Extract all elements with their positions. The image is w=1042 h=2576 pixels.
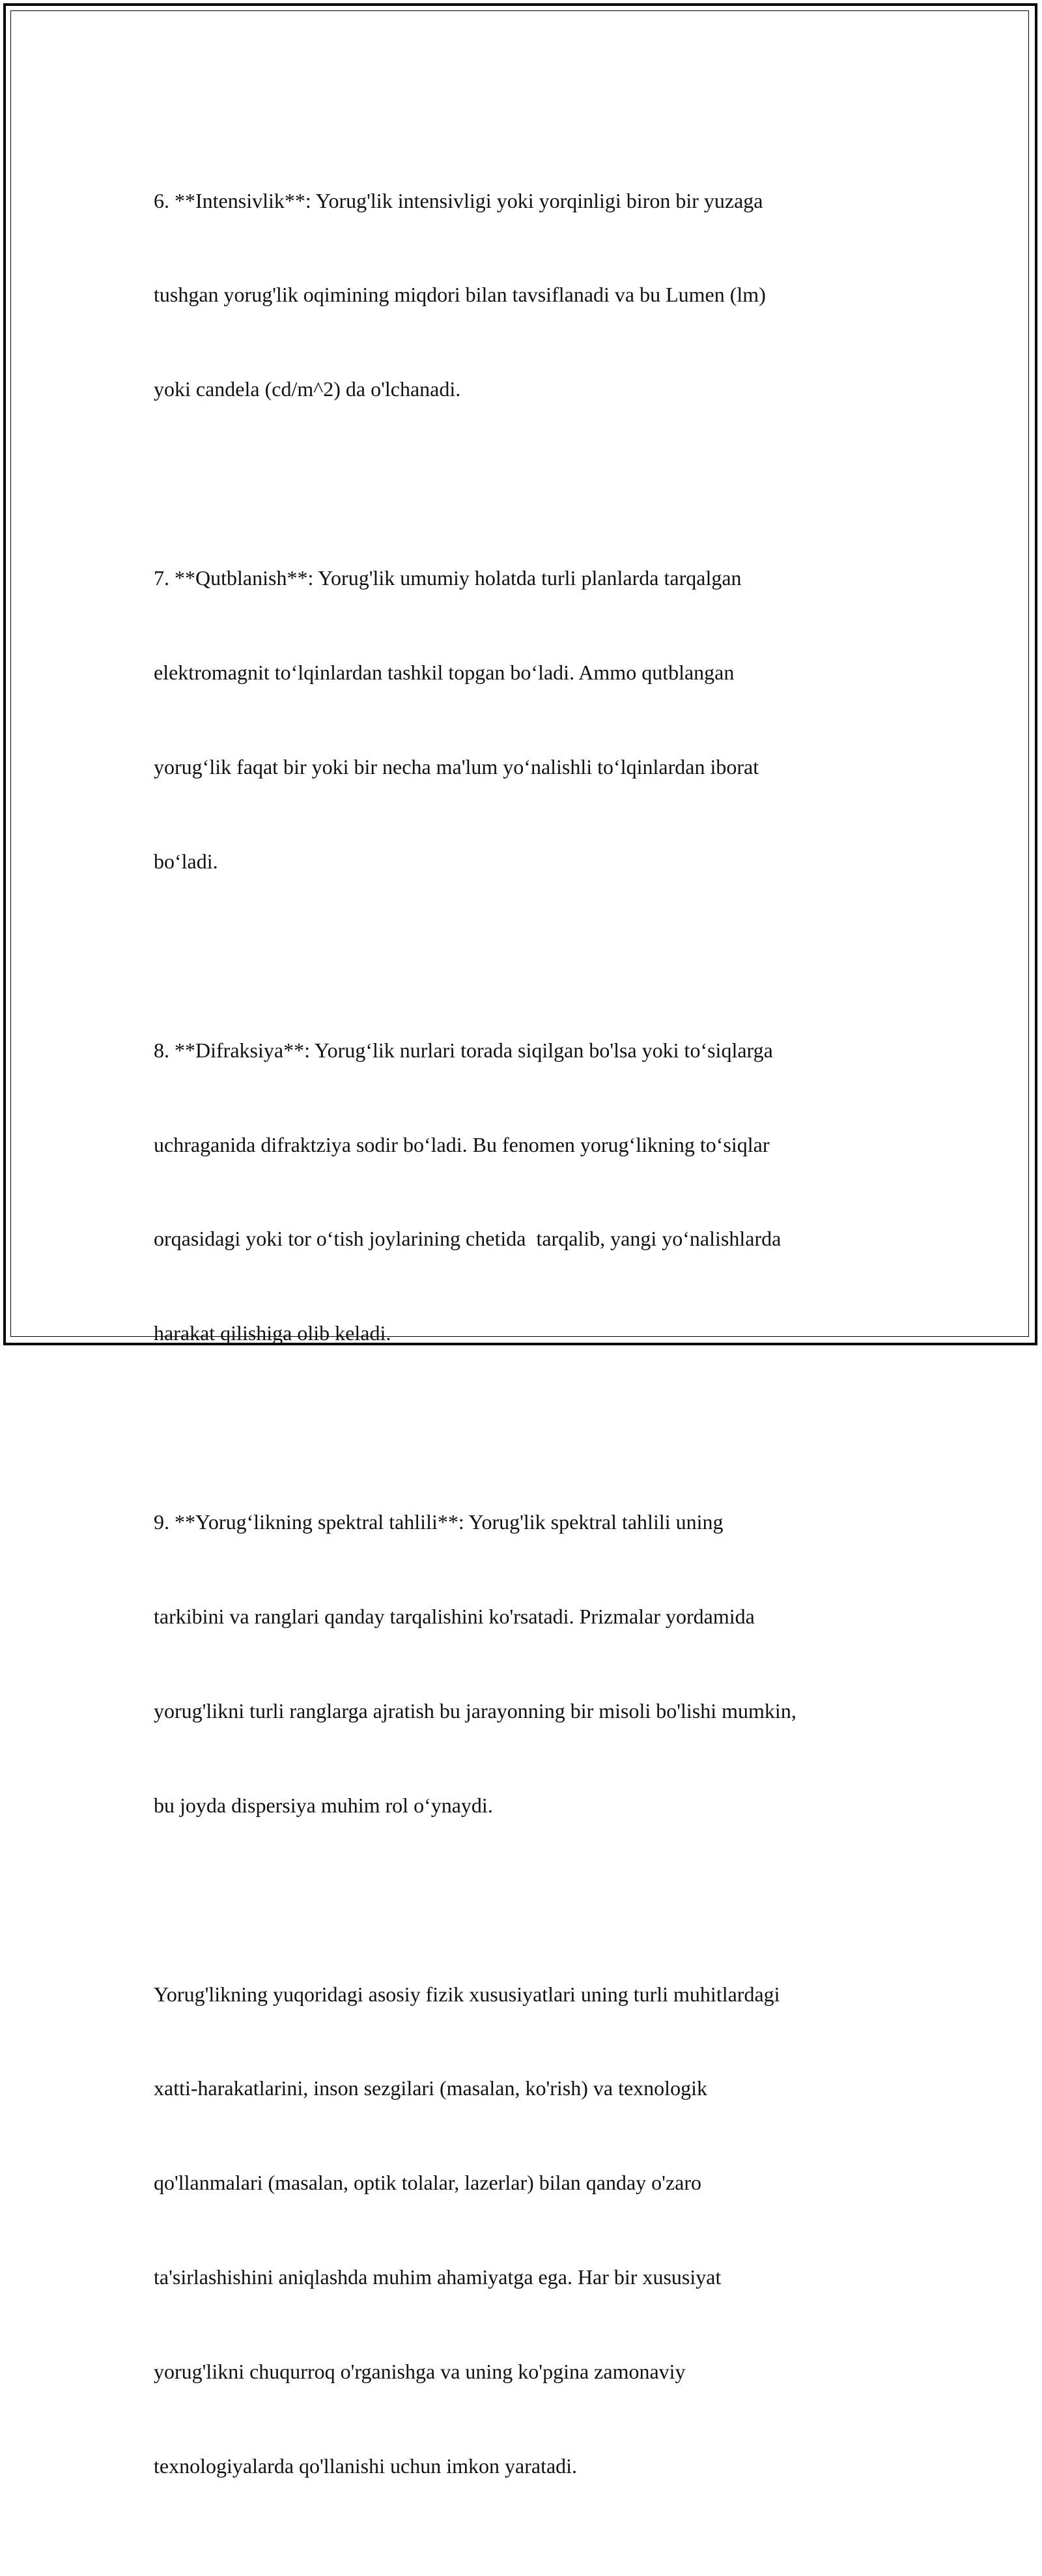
text-line: 6. **Intensivlik**: Yorug'lik intensivligi yoki yorqinligi biron bir yuzaga [154, 188, 763, 212]
text-line: harakat qilishiga olib keladi. [154, 1321, 391, 1345]
text-line: yoki candela (cd/m^2) da o'lchanadi. [154, 377, 461, 401]
paragraph-conclusion [154, 1915, 909, 2545]
text-line: Yorug'likning yuqoridagi asosiy fizik xususiyatlari uning turli muhitlardagi [154, 1982, 780, 2006]
text-line: orqasidagi yoki tor o‘tish joylarining chetida tarqalib, yangi yo‘nalishlarda [154, 1227, 782, 1251]
text-line: qo'llanmalari (masalan, optik tolalar, lazerlar) bilan qanday o'zaro [154, 2171, 701, 2195]
document-body [154, 122, 909, 2576]
text-line: tushgan yorug'lik oqimining miqdori bilan tavsiflanadi va bu Lumen (lm) [154, 283, 766, 307]
text-line: bo‘ladi. [154, 849, 218, 873]
text-line: texnologiyalarda qo'llanishi uchun imkon yaratadi. [154, 2454, 578, 2478]
text-line: 8. **Difraksiya**: Yorug‘lik nurlari torada siqilgan bo'lsa yoki to‘siqlarga [154, 1038, 773, 1062]
text-line: yorug'likni turli ranglarga ajratish bu jarayonning bir misoli bo'lishi mumkin, [154, 1698, 796, 1723]
paragraph-spektral-tahlil [154, 1443, 909, 1883]
text-line: tarkibini va ranglari qanday tarqalishini ko'rsatadi. Prizmalar yordamida [154, 1604, 755, 1628]
paragraph-intensivlik [154, 122, 909, 468]
text-line: 7. **Qutblanish**: Yorug'lik umumiy holatda turli planlarda tarqalgan [154, 566, 742, 590]
paragraph-difraksiya [154, 971, 909, 1412]
text-line: xatti-harakatlarini, inson sezgilari (masalan, ko'rish) va texnologik [154, 2076, 707, 2100]
text-line: ta'sirlashishini aniqlashda muhim ahamiyatga ega. Har bir xususiyat [154, 2265, 722, 2289]
text-line: bu joyda dispersiya muhim rol o‘ynaydi. [154, 1793, 493, 1817]
text-line: elektromagnit to‘lqinlardan tashkil topgan bo‘ladi. Ammo qutblangan [154, 661, 735, 685]
text-line: yorug‘lik faqat bir yoki bir necha ma'lum yo‘nalishli to‘lqinlardan iborat [154, 754, 759, 779]
text-line: yorug'likni chuqurroq o'rganishga va uning ko'pgina zamonaviy [154, 2360, 686, 2384]
paragraph-qutblanish [154, 500, 909, 940]
text-line: uchraganida difraktziya sodir bo‘ladi. Bu fenomen yorug‘likning to‘siqlar [154, 1132, 770, 1156]
text-line: 9. **Yorug‘likning spektral tahlili**: Yorug'lik spektral tahlili uning [154, 1510, 724, 1534]
